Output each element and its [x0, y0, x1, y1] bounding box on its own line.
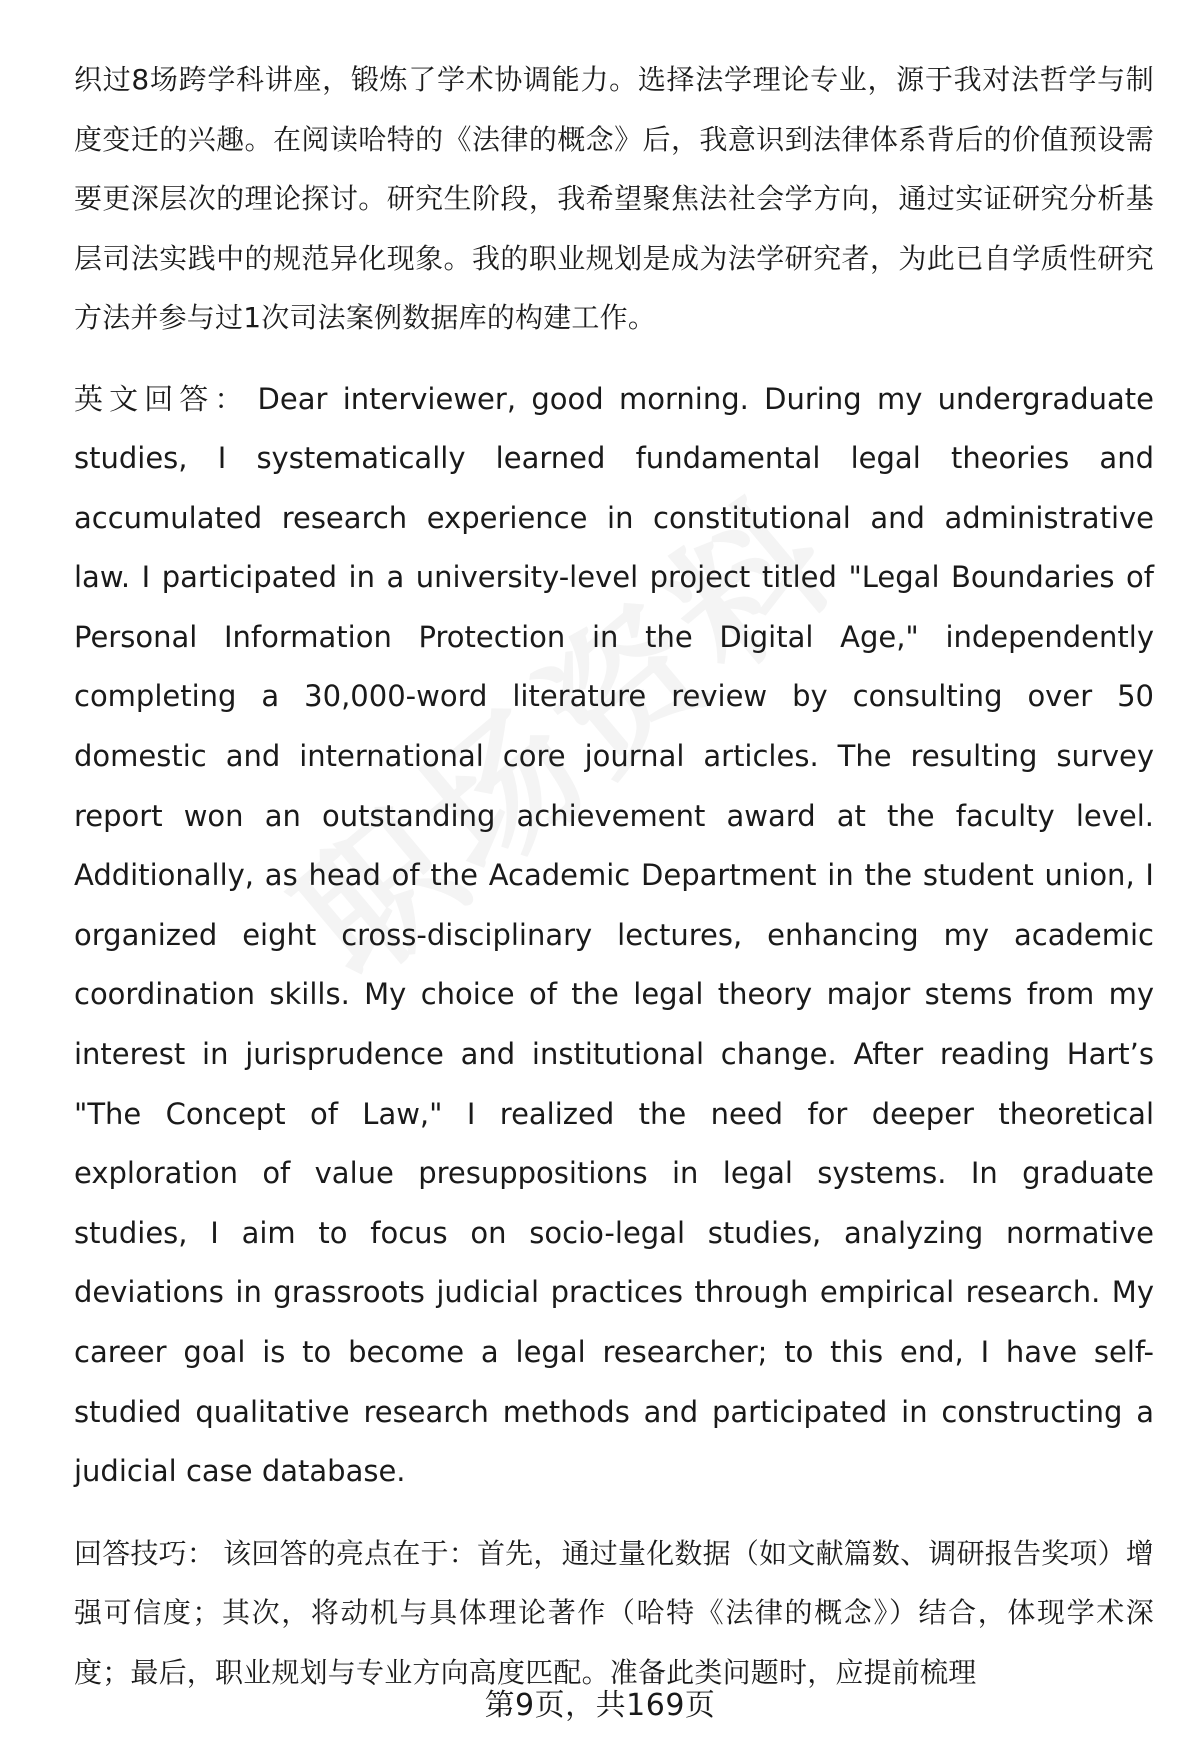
answer-tips-text: 该回答的亮点在于：首先，通过量化数据（如文献篇数、调研报告奖项）增强可信度；其次，将动机与具体理论著作（哈特《法律的概念》）结合，体现学术深度；最后，职业规划与专业方向高度匹配。准备此类问题时，应提前梳理: [74, 1536, 1154, 1689]
paragraph-answer-tips: [74, 1524, 1154, 1703]
answer-tips-label: 回答技巧：: [74, 1536, 216, 1570]
english-answer-text: Dear interviewer, good morning. During my undergraduate studies, I systematically learned fundamental legal theories and accumulated research experience in constitutional and administrative law. I participated in a university-level project titled "Legal Boundaries of Personal Information Protection in the Digital Age," independently completing a 30,000-word literature review by consulting over 50 domestic and international core journal articles. The resulting survey report won an outstanding achievement award at the faculty level. Additionally, as head of the Academic Department in the student union, I organized eight cross-disciplinary lectures, enhancing my academic coordination skills. My choice of the legal theory major stems from my interest in jurisprudence and institutional change. After reading Hart’s "The Concept of Law," I realized the need for deeper theoretical exploration of value presuppositions in legal systems. In graduate studies, I aim to focus on socio-legal studies, analyzing normative deviations in grassroots judicial practices through empirical research. My career goal is to become a legal researcher; to this end, I have self-studied qualitative research methods and participated in constructing a judicial case database.: [74, 381, 1154, 1489]
paragraph-chinese-answer-continued: 织过8场跨学科讲座，锻炼了学术协调能力。选择法学理论专业，源于我对法哲学与制度变迁的兴趣。在阅读哈特的《法律的概念》后，我意识到法律体系背后的价值预设需要更深层次的理论探讨。研究生阶段，我希望聚焦法社会学方向，通过实证研究分析基层司法实践中的规范异化现象。我的职业规划是成为法学研究者，为此已自学质性研究方法并参与过1次司法案例数据库的构建工作。: [74, 63, 1154, 334]
english-answer-label: 英文回答：: [74, 381, 250, 416]
document-body: [74, 50, 1154, 1702]
paragraph-english-answer: [74, 370, 1154, 1502]
page-number-footer: 第9页，共169页: [484, 1688, 716, 1723]
